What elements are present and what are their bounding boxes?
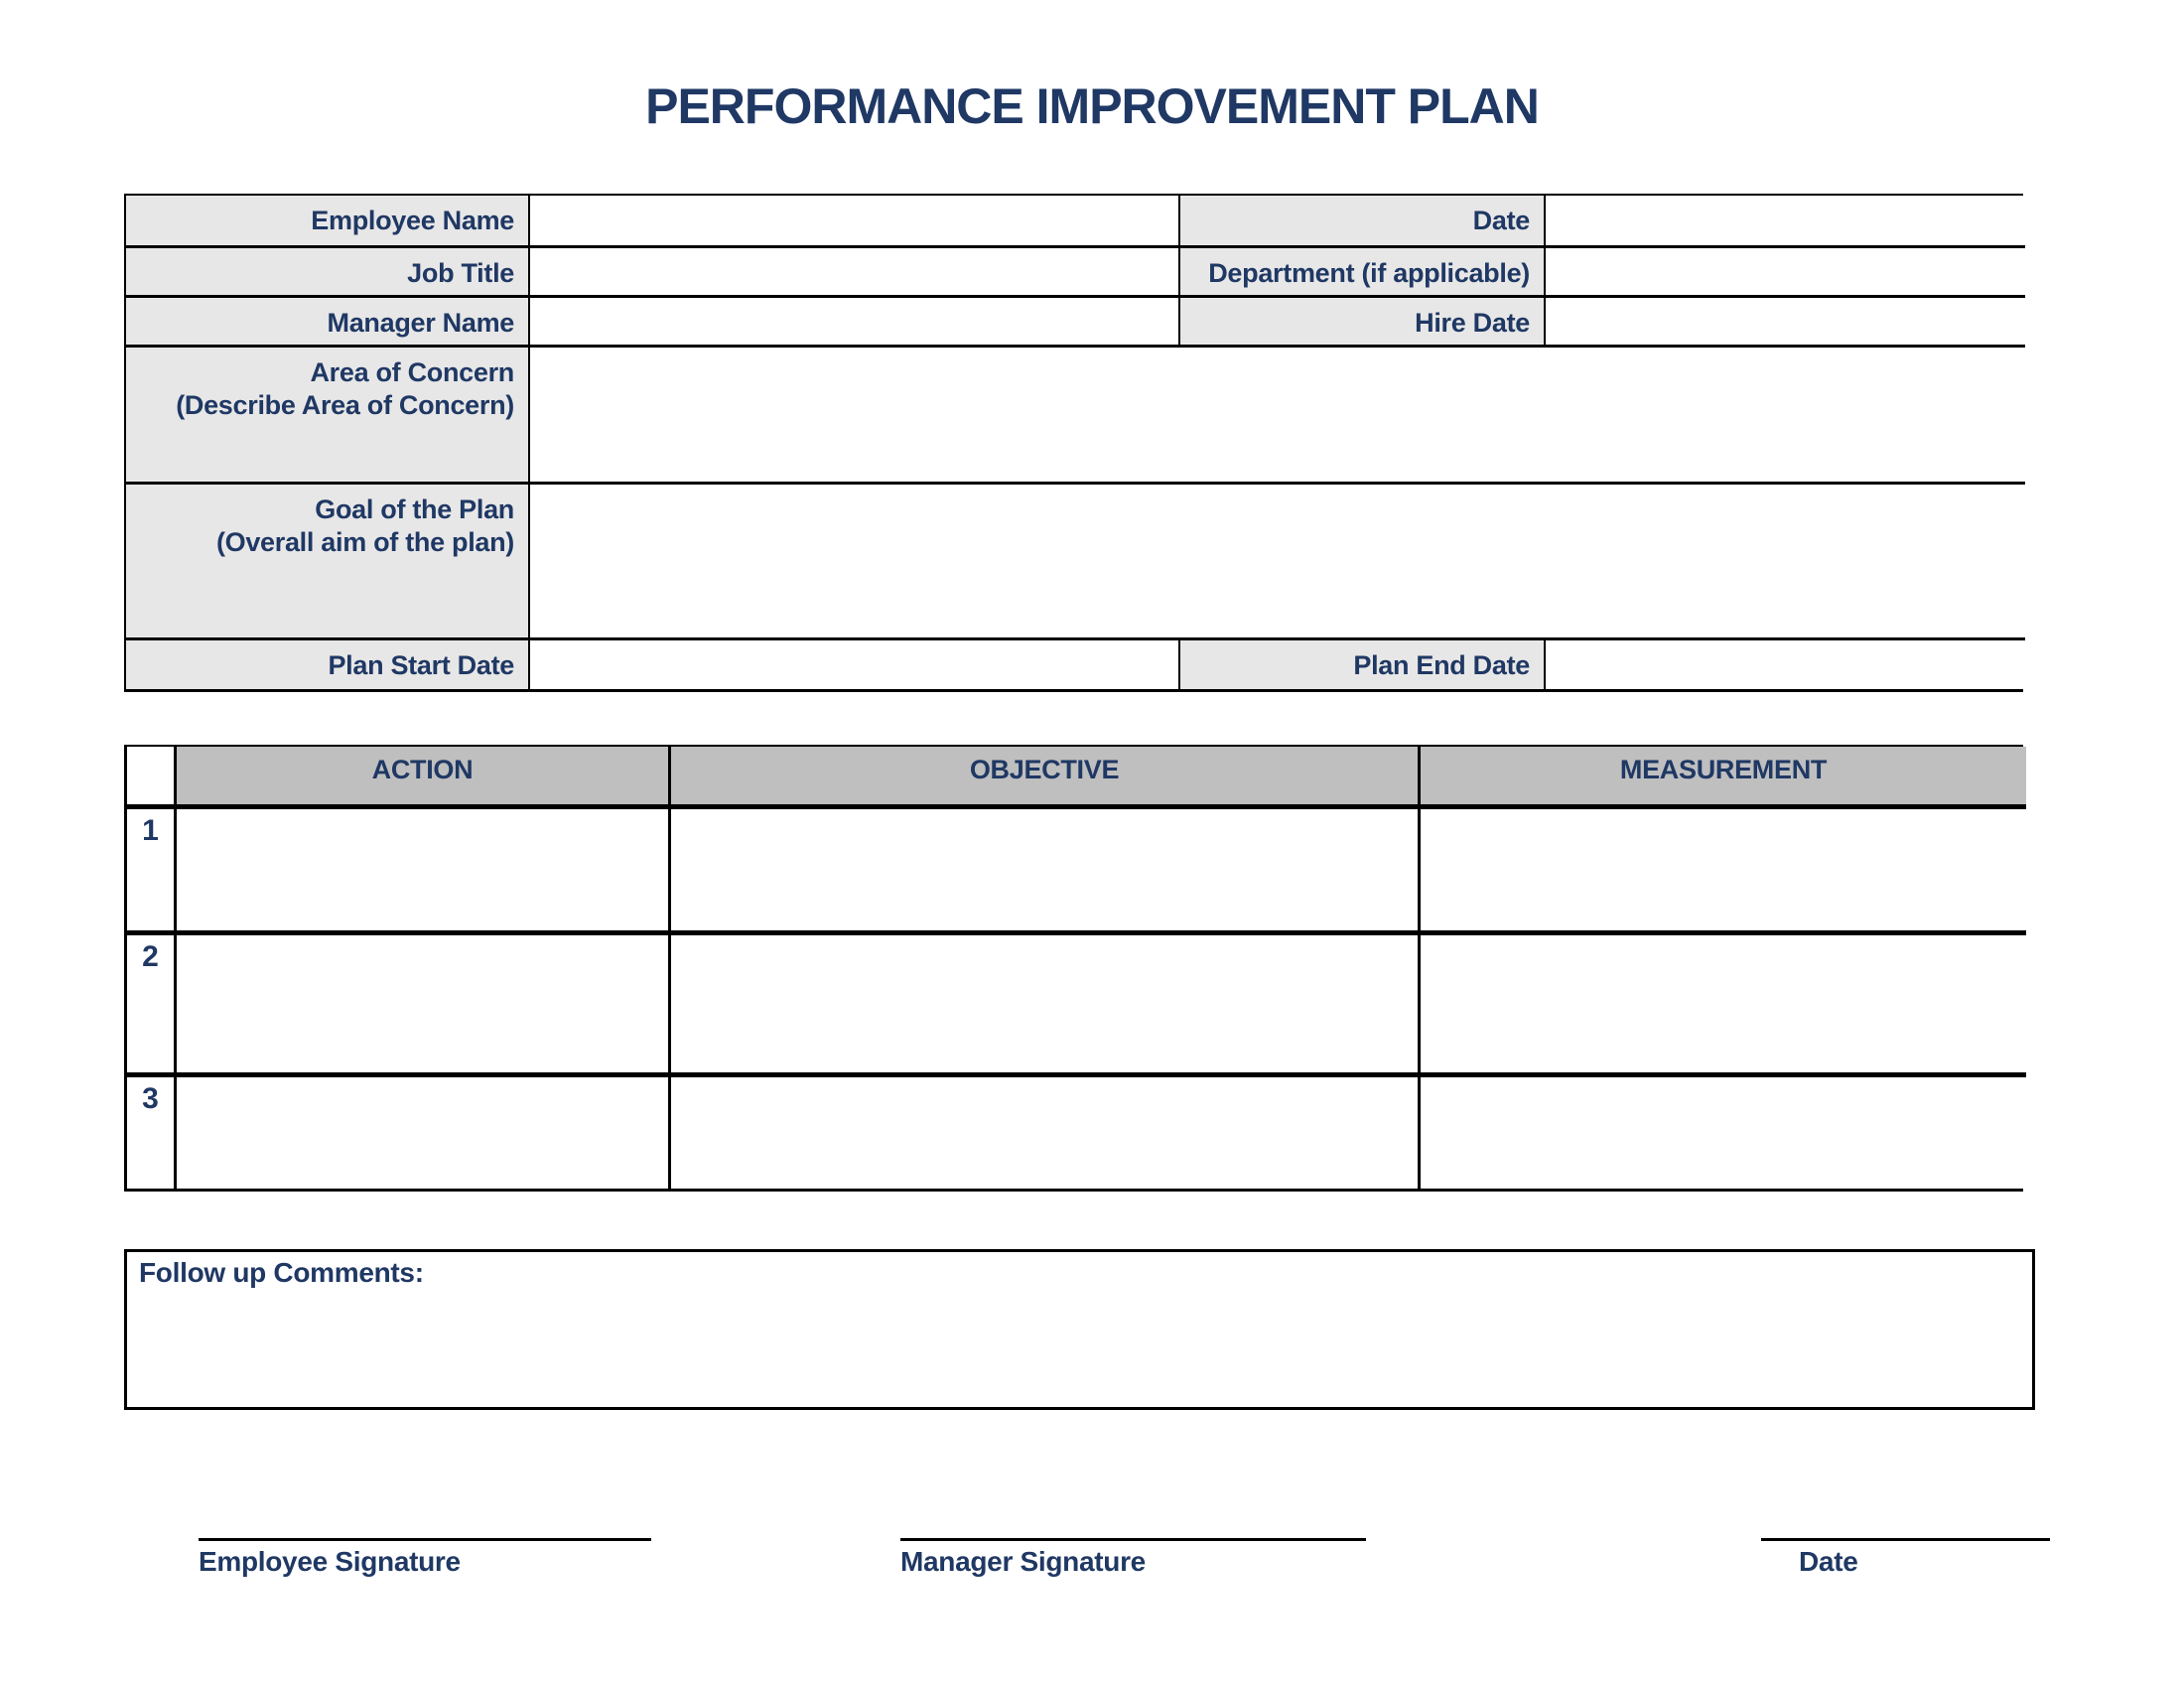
date-field[interactable]: [1544, 196, 2025, 245]
employee-signature-label: Employee Signature: [199, 1546, 461, 1577]
hire-date-field[interactable]: [1544, 295, 2025, 345]
plan-end-date-field[interactable]: [1544, 637, 2025, 689]
employee-signature-line[interactable]: [199, 1538, 651, 1578]
goal-of-plan-field[interactable]: [528, 482, 2025, 637]
measurement-field-1[interactable]: [1418, 804, 2026, 930]
measurement-field-2[interactable]: [1418, 930, 2026, 1072]
employee-info-table: [124, 194, 2023, 692]
row-number: 2: [127, 930, 174, 1072]
objective-column-header: OBJECTIVE: [668, 747, 1418, 804]
action-field-3[interactable]: [174, 1072, 668, 1189]
objective-field-1[interactable]: [668, 804, 1418, 930]
area-of-concern-label: Area of Concern (Describe Area of Concern): [126, 345, 528, 482]
measurement-field-3[interactable]: [1418, 1072, 2026, 1189]
manager-signature-line[interactable]: [900, 1538, 1366, 1578]
department-label: Department (if applicable): [1178, 245, 1544, 295]
job-title-label: Job Title: [126, 245, 528, 295]
action-plan-table: [124, 745, 2023, 1192]
row-number: 3: [127, 1072, 174, 1189]
action-table-corner-cell: [127, 747, 174, 804]
objective-field-3[interactable]: [668, 1072, 1418, 1189]
department-field[interactable]: [1544, 245, 2025, 295]
employee-name-field[interactable]: [528, 196, 1178, 245]
job-title-field[interactable]: [528, 245, 1178, 295]
hire-date-label: Hire Date: [1178, 295, 1544, 345]
plan-end-date-label: Plan End Date: [1178, 637, 1544, 689]
objective-field-2[interactable]: [668, 930, 1418, 1072]
action-field-2[interactable]: [174, 930, 668, 1072]
manager-signature-label: Manager Signature: [900, 1546, 1146, 1577]
signature-date-line[interactable]: [1761, 1538, 2050, 1578]
plan-start-date-label: Plan Start Date: [126, 637, 528, 689]
date-label: Date: [1178, 196, 1544, 245]
follow-up-comments-box: [124, 1249, 2035, 1410]
area-of-concern-field[interactable]: [528, 345, 2025, 482]
page-title: PERFORMANCE IMPROVEMENT PLAN: [645, 78, 1539, 134]
manager-name-field[interactable]: [528, 295, 1178, 345]
row-number: 1: [127, 804, 174, 930]
signature-date-label: Date: [1799, 1546, 1858, 1577]
follow-up-comments-label: Follow up Comments:: [139, 1257, 424, 1288]
action-column-header: ACTION: [174, 747, 668, 804]
plan-start-date-field[interactable]: [528, 637, 1178, 689]
manager-name-label: Manager Name: [126, 295, 528, 345]
measurement-column-header: MEASUREMENT: [1418, 747, 2026, 804]
employee-name-label: Employee Name: [126, 196, 528, 245]
follow-up-comments-field[interactable]: [127, 1289, 2032, 1407]
action-field-1[interactable]: [174, 804, 668, 930]
goal-of-plan-label: Goal of the Plan (Overall aim of the plan): [126, 482, 528, 637]
